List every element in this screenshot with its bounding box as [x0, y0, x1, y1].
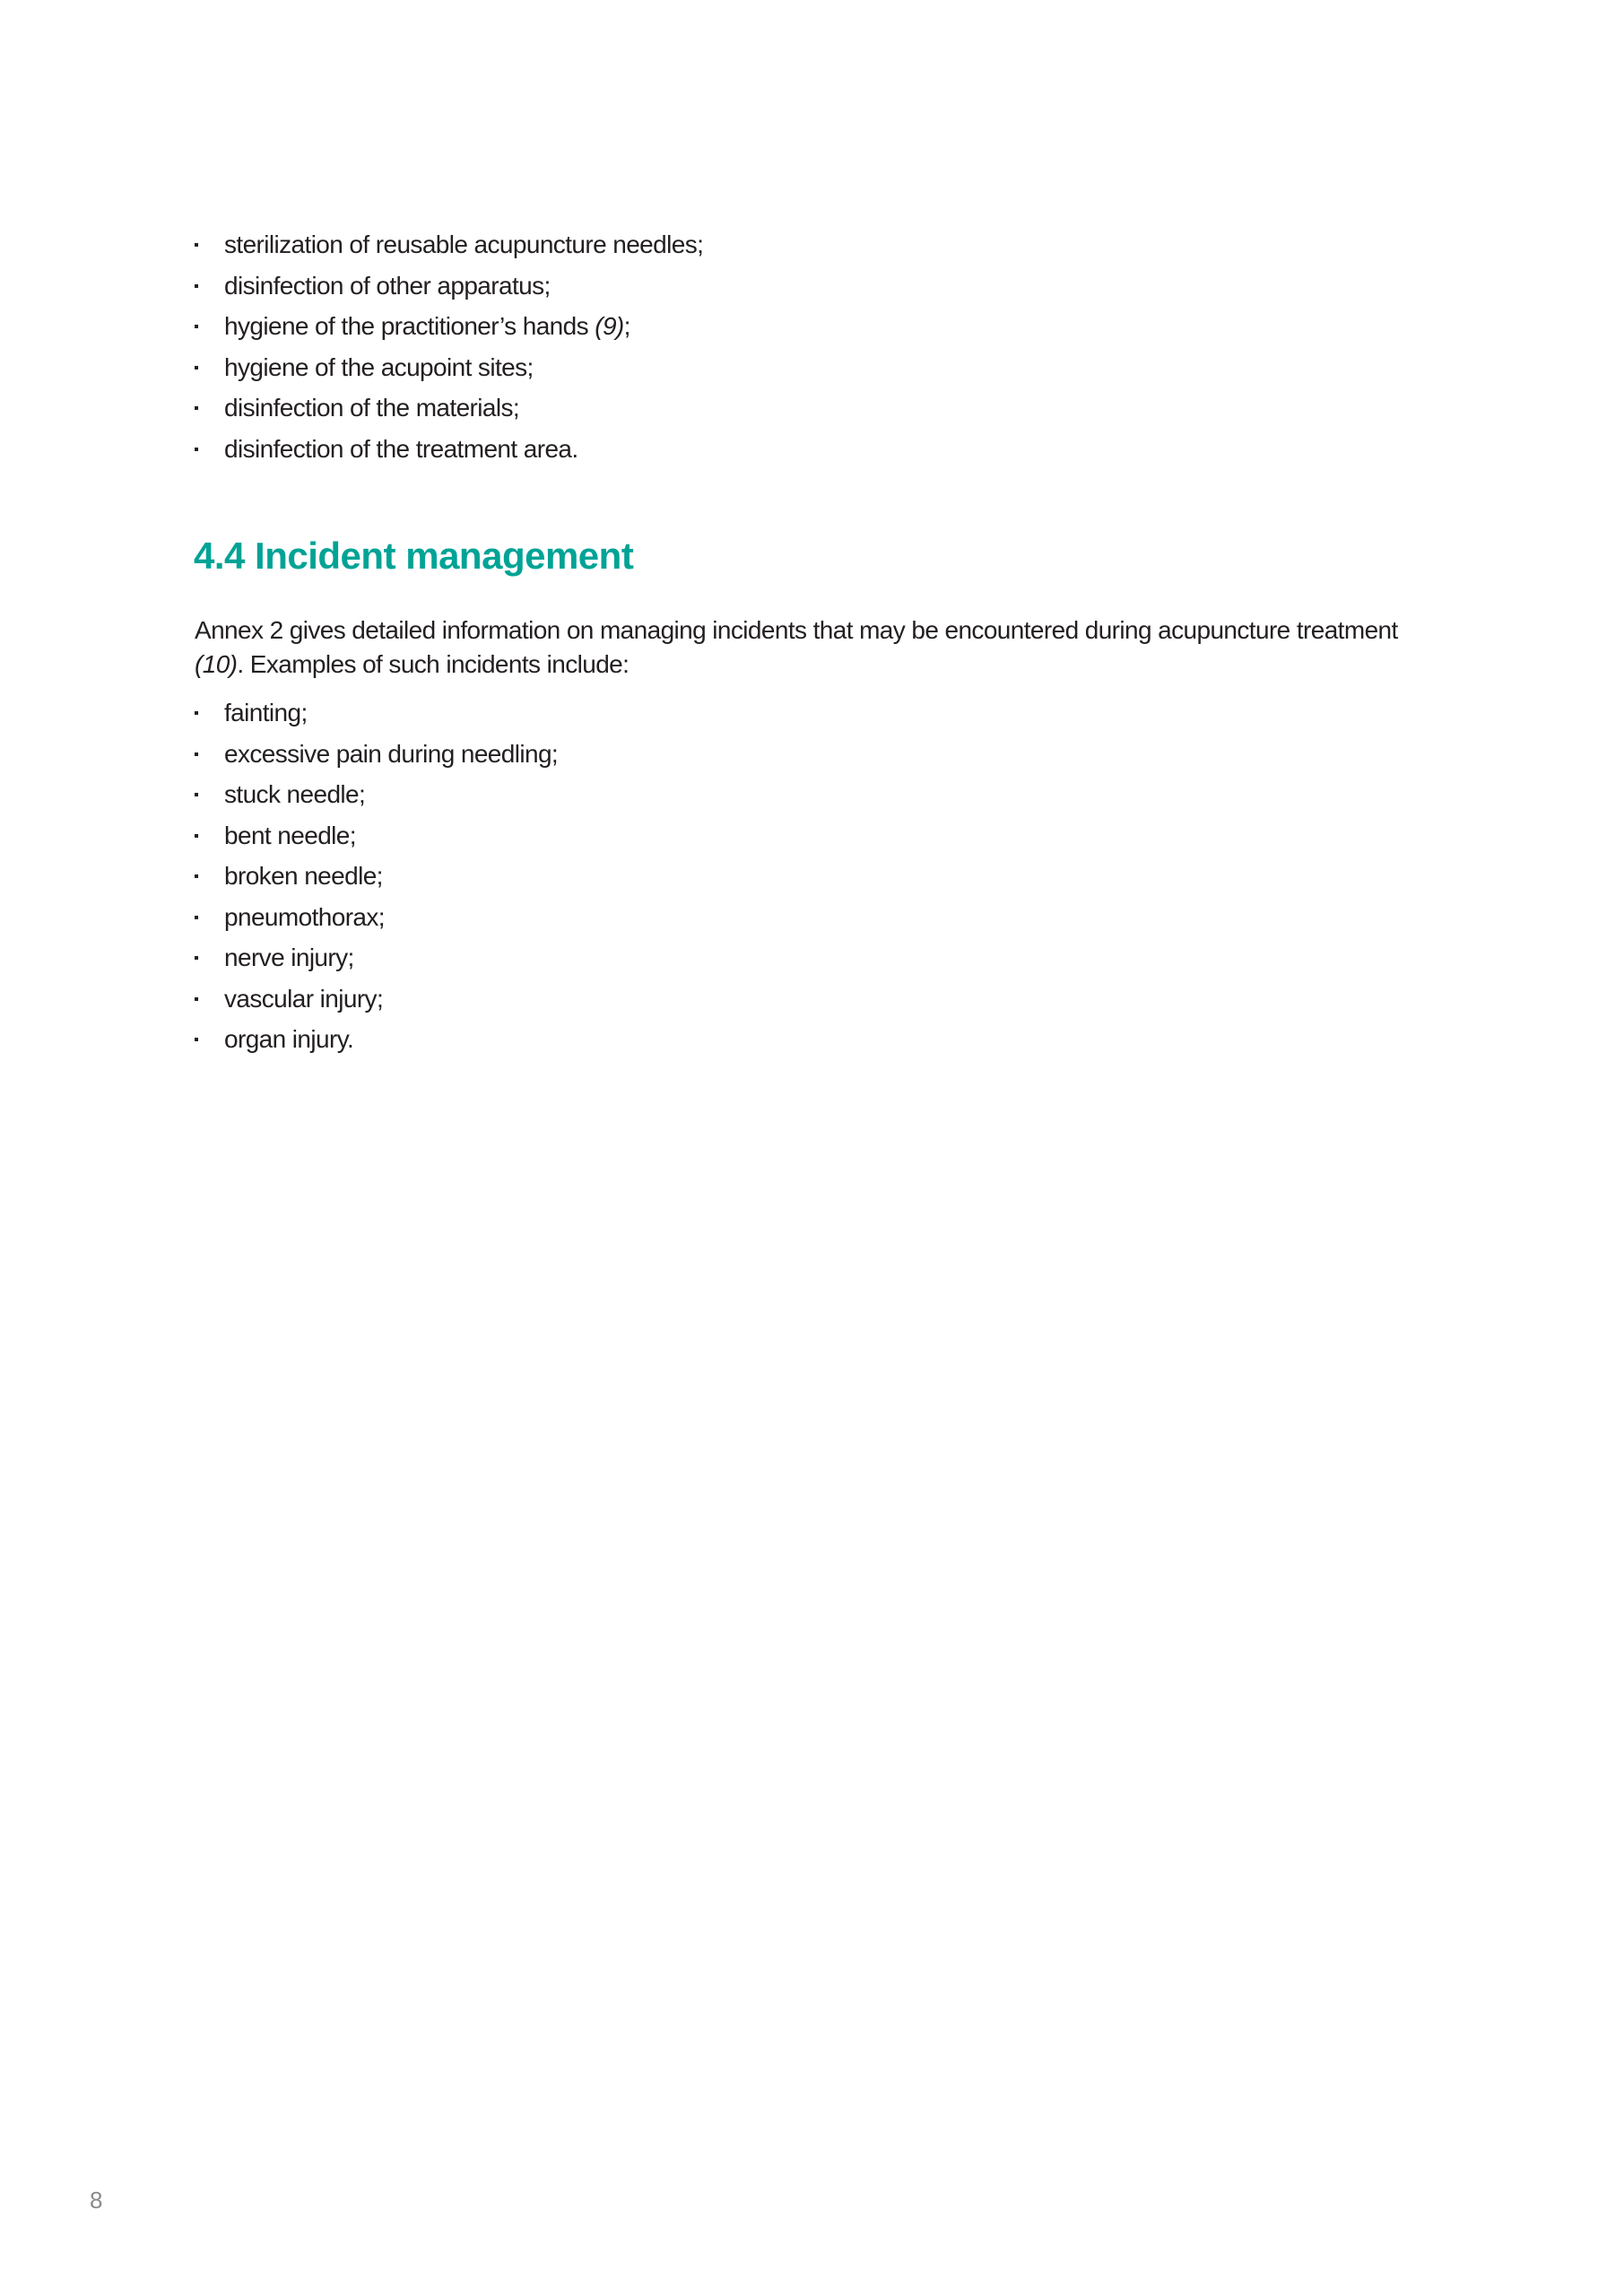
- list-item: [195, 265, 703, 307]
- list-item: [195, 937, 558, 978]
- list-item-text: hygiene of the acupoint sites;: [224, 352, 534, 381]
- list-item-text: nerve injury;: [224, 944, 354, 971]
- section-heading: 4.4 Incident management: [194, 535, 634, 577]
- list-item: [195, 224, 703, 265]
- list-item-text: bent needle;: [224, 821, 356, 849]
- list-item: [195, 897, 558, 938]
- list-item-text: disinfection of the treatment area.: [224, 434, 578, 463]
- list-item-text: sterilization of reusable acupuncture needles;: [224, 230, 704, 258]
- section-paragraph: [195, 613, 1414, 682]
- list-item: [195, 774, 558, 815]
- list-item: [195, 692, 558, 734]
- list-item-text: fainting;: [224, 699, 308, 726]
- list-item-text: organ injury.: [224, 1025, 354, 1053]
- list-item-text: disinfection of other apparatus;: [224, 271, 551, 300]
- infection-control-list: [195, 224, 703, 469]
- list-item-text: stuck needle;: [224, 780, 366, 808]
- list-item-punctuation: ;: [623, 312, 630, 340]
- paragraph-text: . Examples of such incidents include:: [237, 650, 630, 678]
- list-item: [195, 978, 558, 1020]
- list-item: [195, 306, 703, 347]
- list-item: [195, 856, 558, 897]
- paragraph-text: Annex 2 gives detailed information on managing incidents that may be encountered during acupuncture treatment: [195, 616, 1398, 644]
- list-item: [195, 347, 703, 388]
- list-item: [195, 387, 703, 429]
- list-item: [195, 815, 558, 857]
- list-item-text: vascular injury;: [224, 984, 384, 1013]
- incident-list: [195, 692, 558, 1060]
- list-item: [195, 1019, 558, 1060]
- list-item-text: broken needle;: [224, 862, 383, 890]
- list-item-text: hygiene of the practitioner’s hands: [224, 312, 595, 340]
- page-number: 8: [90, 2187, 103, 2213]
- list-item-text: disinfection of the materials;: [224, 394, 520, 422]
- list-item-text: excessive pain during needling;: [224, 739, 559, 768]
- citation-reference: (9): [595, 312, 624, 340]
- list-item: [195, 734, 558, 775]
- list-item: [195, 429, 703, 470]
- list-item-text: pneumothorax;: [224, 902, 385, 931]
- citation-reference: (10): [195, 650, 238, 678]
